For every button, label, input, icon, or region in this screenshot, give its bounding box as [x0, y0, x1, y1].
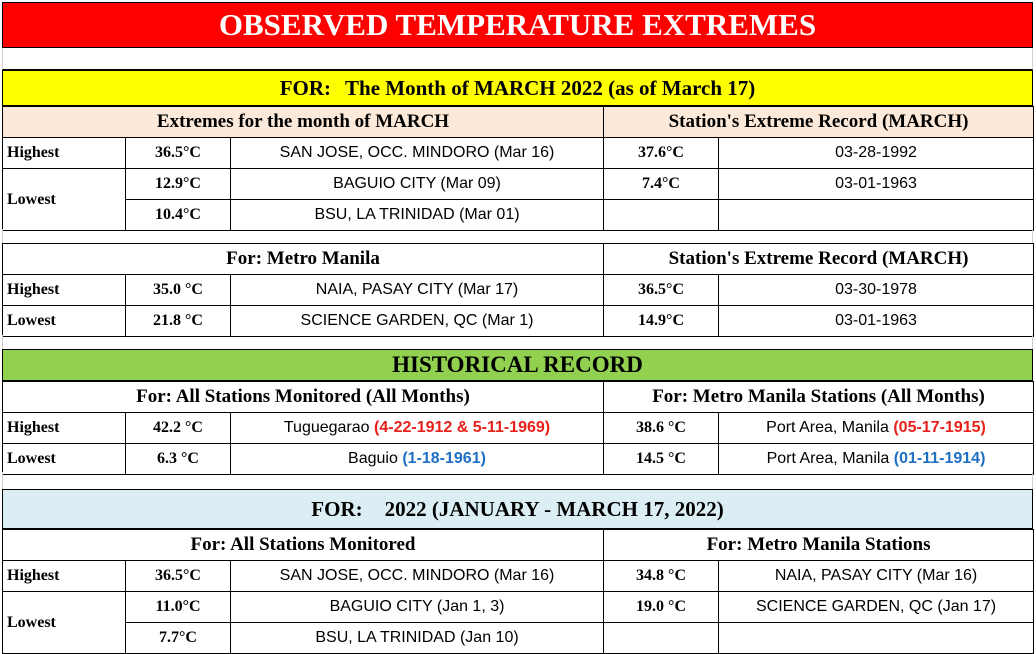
lowest-label: Lowest	[3, 169, 126, 231]
station-name: BAGUIO CITY (Mar 09)	[231, 169, 604, 200]
year-for-label: FOR:	[311, 496, 363, 521]
station-name: Port Area, Manila	[766, 419, 889, 436]
table-row	[3, 275, 1034, 306]
temp-value: 6.3 °C	[126, 444, 231, 475]
year-left-header: For: All Stations Monitored	[3, 530, 604, 561]
year-right-header: For: Metro Manila Stations	[604, 530, 1034, 561]
station-name: SCIENCE GARDEN, QC (Mar 1)	[231, 306, 604, 337]
record-value: 19.0 °C	[604, 592, 719, 623]
table-row	[3, 413, 1034, 444]
station-cell	[231, 413, 604, 444]
historical-record-bar	[2, 349, 1033, 381]
historical-left-header: For: All Stations Monitored (All Months)	[3, 382, 604, 413]
lowest-label: Lowest	[3, 592, 126, 654]
spacer-row	[2, 48, 1033, 70]
mm-station-name	[719, 623, 1034, 654]
historical-record-table	[2, 381, 1034, 475]
mm-station-name: NAIA, PASAY CITY (Mar 16)	[719, 561, 1034, 592]
table-row	[3, 561, 1034, 592]
record-date: (1-18-1961)	[402, 450, 486, 467]
station-name: Baguio	[348, 450, 398, 467]
table-row	[3, 444, 1034, 475]
record-value: 38.6 °C	[604, 413, 719, 444]
highest-label: Highest	[3, 275, 126, 306]
station-cell	[231, 444, 604, 475]
station-name: NAIA, PASAY CITY (Mar 17)	[231, 275, 604, 306]
record-date: (01-11-1914)	[893, 450, 986, 467]
record-value: 34.8 °C	[604, 561, 719, 592]
historical-title: HISTORICAL RECORD	[392, 352, 643, 377]
year-2022-table	[2, 529, 1034, 654]
temp-value: 21.8 °C	[126, 306, 231, 337]
table-row	[3, 200, 1034, 231]
temp-value: 12.9°C	[126, 169, 231, 200]
record-date: (05-17-1915)	[893, 419, 986, 436]
record-value: 36.5°C	[604, 275, 719, 306]
record-value	[604, 200, 719, 231]
temp-value: 36.5°C	[126, 138, 231, 169]
record-value: 37.6°C	[604, 138, 719, 169]
highest-label: Highest	[3, 413, 126, 444]
lowest-label: Lowest	[3, 306, 126, 337]
record-date	[719, 200, 1034, 231]
temp-value: 42.2 °C	[126, 413, 231, 444]
station-name: SAN JOSE, OCC. MINDORO (Mar 16)	[231, 138, 604, 169]
record-value: 7.4°C	[604, 169, 719, 200]
record-date: 03-28-1992	[719, 138, 1034, 169]
station-name: BAGUIO CITY (Jan 1, 3)	[231, 592, 604, 623]
record-date: 03-01-1963	[719, 169, 1034, 200]
year-period-bar	[2, 489, 1033, 529]
spacer-row	[2, 229, 1033, 243]
station-name: Port Area, Manila	[766, 450, 890, 467]
metro-manila-table	[2, 243, 1034, 337]
march-left-header: Extremes for the month of MARCH	[3, 107, 604, 138]
table-row	[3, 306, 1034, 337]
march-right-header: Station's Extreme Record (MARCH)	[604, 107, 1034, 138]
page-title	[2, 2, 1033, 48]
temp-value: 35.0 °C	[126, 275, 231, 306]
mm-station-cell	[719, 413, 1034, 444]
record-value: 14.9°C	[604, 306, 719, 337]
temp-value: 10.4°C	[126, 200, 231, 231]
mm-station-name: SCIENCE GARDEN, QC (Jan 17)	[719, 592, 1034, 623]
mm-station-cell	[719, 444, 1034, 475]
table-row	[3, 623, 1034, 654]
march-extremes-table	[2, 106, 1034, 231]
record-date: 03-01-1963	[719, 306, 1034, 337]
record-date: (4-22-1912 & 5-11-1969)	[374, 419, 551, 436]
spacer-row	[2, 472, 1033, 489]
highest-label: Highest	[3, 138, 126, 169]
spacer-row	[2, 335, 1033, 349]
metro-left-header: For: Metro Manila	[3, 244, 604, 275]
station-name: BSU, LA TRINIDAD (Mar 01)	[231, 200, 604, 231]
station-name: Tuguegarao	[283, 419, 370, 436]
march-for-text: The Month of MARCH 2022 (as of March 17)	[345, 75, 756, 100]
table-row	[3, 169, 1034, 200]
record-value: 14.5 °C	[604, 444, 719, 475]
station-name: SAN JOSE, OCC. MINDORO (Mar 16)	[231, 561, 604, 592]
temp-value: 11.0°C	[126, 592, 231, 623]
station-name: BSU, LA TRINIDAD (Jan 10)	[231, 623, 604, 654]
table-row	[3, 138, 1034, 169]
highest-label: Highest	[3, 561, 126, 592]
historical-right-header: For: Metro Manila Stations (All Months)	[604, 382, 1034, 413]
year-for-text: 2022 (JANUARY - MARCH 17, 2022)	[384, 496, 724, 521]
record-value	[604, 623, 719, 654]
page-title-text: OBSERVED TEMPERATURE EXTREMES	[218, 7, 817, 42]
metro-right-header: Station's Extreme Record (MARCH)	[604, 244, 1034, 275]
record-date: 03-30-1978	[719, 275, 1034, 306]
march-for-label: FOR:	[279, 75, 332, 100]
table-row	[3, 592, 1034, 623]
lowest-label: Lowest	[3, 444, 126, 475]
temp-value: 7.7°C	[126, 623, 231, 654]
temp-value: 36.5°C	[126, 561, 231, 592]
march-period-bar	[2, 70, 1033, 106]
